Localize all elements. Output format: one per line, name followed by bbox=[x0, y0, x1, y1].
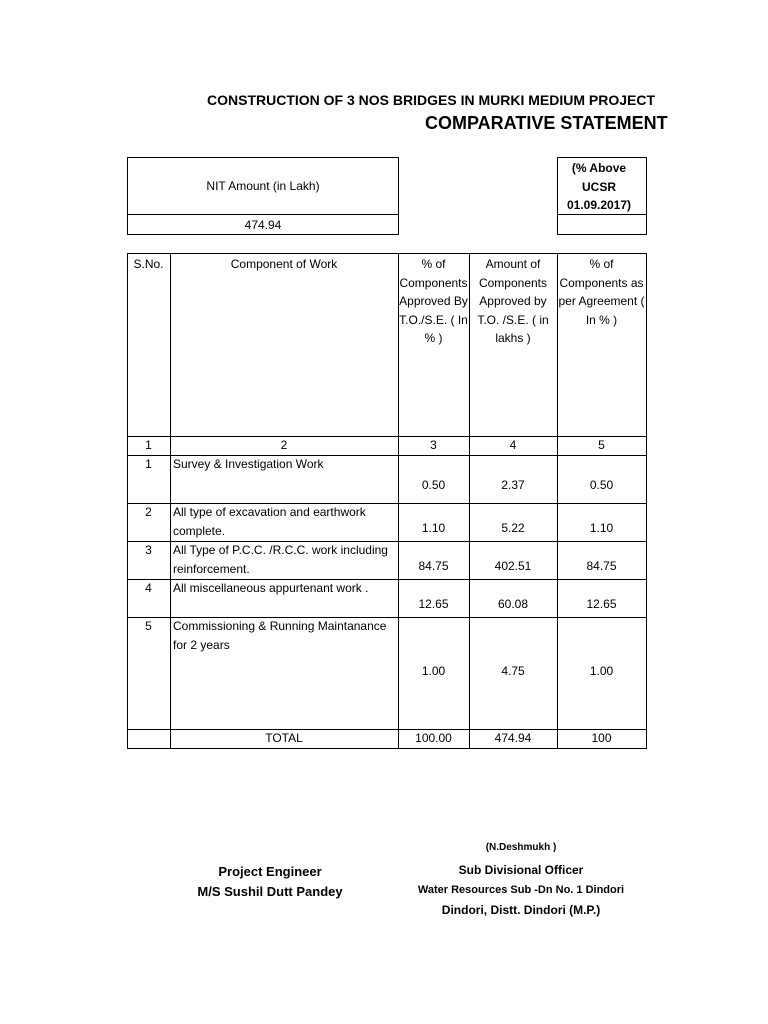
table-header-cell: Amount of Components Approved by T.O. /S.E. ( in lakhs ) bbox=[477, 257, 549, 345]
table-column-line bbox=[646, 253, 647, 749]
table-column-line bbox=[127, 253, 128, 749]
row-value-pct-approved: 12.65 bbox=[418, 597, 449, 611]
row-serial-number: 3 bbox=[145, 543, 152, 557]
row-component-of-work: All type of excavation and earthwork complete. bbox=[173, 505, 366, 538]
contractor-name: M/S Sushil Dutt Pandey bbox=[197, 884, 343, 899]
total-value-pct-agreement: 100 bbox=[591, 731, 612, 745]
row-value-pct-approved: 1.10 bbox=[421, 521, 446, 535]
row-value-pct-agreement: 1.10 bbox=[589, 521, 614, 535]
nit-value-box bbox=[127, 214, 399, 235]
officer-name: (N.Deshmukh ) bbox=[485, 842, 557, 853]
total-value-pct-approved: 100.00 bbox=[415, 731, 452, 745]
row-value-amount: 60.08 bbox=[497, 597, 529, 611]
column-number-cell: 3 bbox=[430, 438, 437, 452]
row-serial-number: 2 bbox=[145, 505, 152, 519]
percent-label-box bbox=[557, 157, 647, 215]
row-component-of-work: Commissioning & Running Maintanance for 2 years bbox=[173, 619, 387, 652]
row-value-amount: 5.22 bbox=[501, 521, 525, 535]
row-serial-number: 1 bbox=[145, 457, 152, 471]
row-component-of-work: All Type of P.C.C. /R.C.C. work including reinforcement. bbox=[173, 543, 388, 576]
row-value-amount: 402.51 bbox=[494, 559, 532, 573]
row-serial-number: 5 bbox=[145, 619, 152, 633]
document-subtitle-text: COMPARATIVE STATEMENT bbox=[425, 113, 668, 133]
row-value-pct-approved: 1.00 bbox=[421, 664, 446, 678]
total-label: TOTAL bbox=[265, 731, 303, 745]
officer-designation: Sub Divisional Officer bbox=[458, 863, 584, 877]
row-value-pct-approved: 84.75 bbox=[418, 559, 449, 573]
table-row-line bbox=[127, 748, 647, 749]
row-value-pct-agreement: 1.00 bbox=[589, 664, 614, 678]
row-value-pct-agreement: 84.75 bbox=[586, 559, 617, 573]
percent-label: (% Above UCSR 01.09.2017) bbox=[566, 161, 632, 212]
nit-label-box bbox=[127, 157, 399, 215]
total-value-amount: 474.94 bbox=[494, 731, 532, 745]
table-header-cell: S.No. bbox=[133, 257, 164, 271]
table-header-cell: % of Components as per Agreement ( In % ) bbox=[558, 257, 645, 327]
row-value-amount: 2.37 bbox=[501, 478, 525, 492]
row-value-amount: 4.75 bbox=[501, 664, 525, 678]
officer-office: Water Resources Sub -Dn No. 1 Dindori bbox=[417, 884, 625, 896]
signature-left bbox=[190, 862, 350, 902]
table-header-cell: Component of Work bbox=[230, 257, 338, 271]
row-component-of-work: All miscellaneous appurtenant work . bbox=[173, 581, 369, 595]
row-value-pct-approved: 0.50 bbox=[421, 478, 446, 492]
nit-value: 474.94 bbox=[244, 218, 282, 232]
officer-location: Dindori, Distt. Dindori (M.P.) bbox=[441, 903, 601, 917]
table-row-line bbox=[127, 253, 647, 254]
column-number-cell: 4 bbox=[509, 438, 517, 452]
row-serial-number: 4 bbox=[145, 581, 152, 595]
column-number-cell: 5 bbox=[598, 438, 605, 452]
project-engineer-title: Project Engineer bbox=[218, 864, 322, 879]
document-title-text: CONSTRUCTION OF 3 NOS BRIDGES IN MURKI MEDIUM PROJECT bbox=[207, 92, 656, 108]
row-value-pct-agreement: 0.50 bbox=[589, 478, 614, 492]
row-component-of-work: Survey & Investigation Work bbox=[173, 457, 324, 471]
signature-right bbox=[396, 840, 646, 921]
percent-value-box bbox=[557, 214, 647, 235]
column-number-cell: 2 bbox=[280, 438, 288, 452]
column-number-cell: 1 bbox=[145, 438, 152, 452]
table-column-line bbox=[170, 253, 171, 749]
nit-label: NIT Amount (in Lakh) bbox=[206, 179, 320, 193]
table-header-cell: % of Components Approved By T.O./S.E. ( In % ) bbox=[399, 257, 468, 345]
row-value-pct-agreement: 12.65 bbox=[586, 597, 617, 611]
